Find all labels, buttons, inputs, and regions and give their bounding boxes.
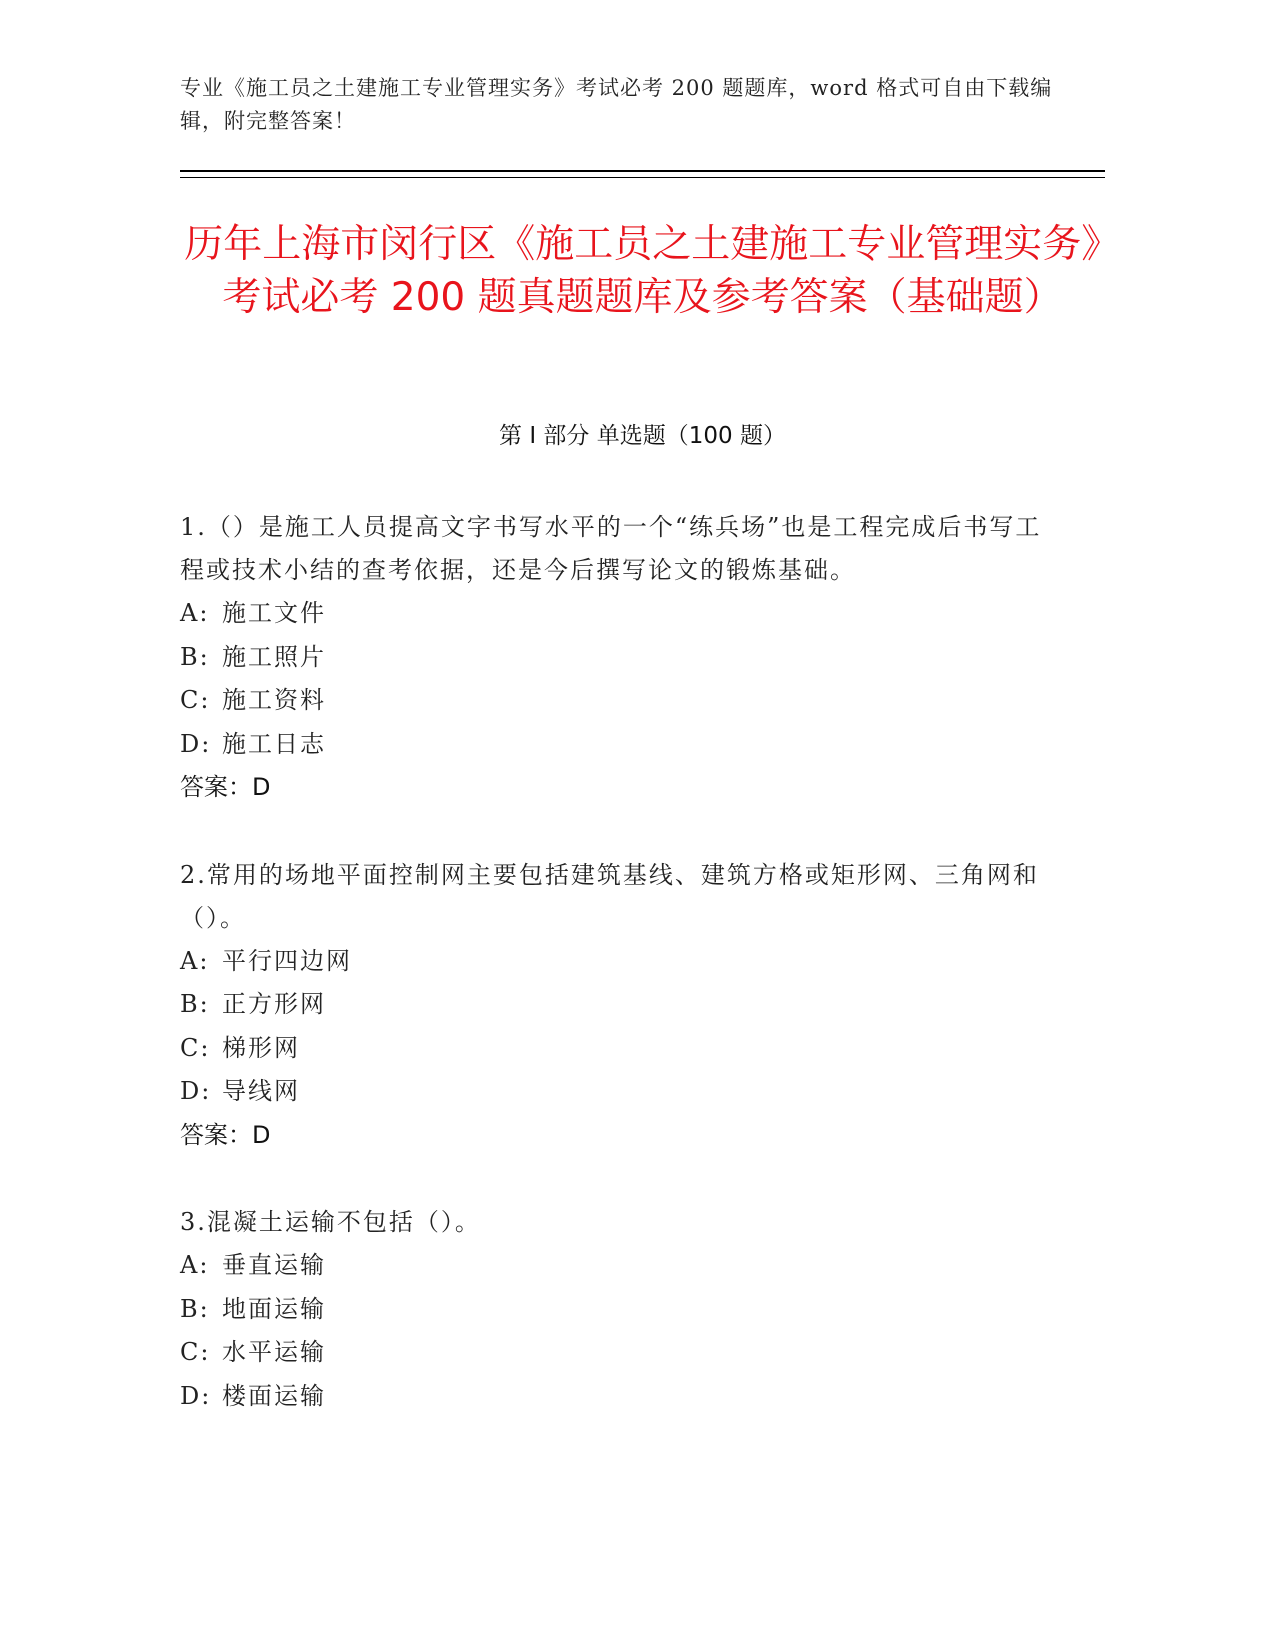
option-letter: A: — [180, 946, 210, 975]
option-letter: B: — [180, 1294, 210, 1323]
option-letter: C: — [180, 1338, 211, 1366]
option-text: 地面运输 — [222, 1294, 326, 1323]
option-b — [180, 1288, 1060, 1332]
option-b — [180, 983, 1060, 1027]
option-text: 楼面运输 — [222, 1381, 326, 1410]
option-letter: D: — [180, 729, 212, 758]
header-divider-thick — [180, 170, 1105, 172]
option-a — [180, 592, 1060, 636]
answer-line: 答案：D — [180, 1120, 271, 1149]
question-stem: 2.常用的场地平面控制网主要包括建筑基线、建筑方格或矩形网、三角网和（）。 — [180, 860, 1039, 932]
option-text: 导线网 — [222, 1077, 300, 1105]
option-d — [180, 723, 1060, 767]
question-stem: 1.（）是施工人员提高文字书写水平的一个“练兵场”也是工程完成后书写工程或技术小结的查考依据，还是今后撰写论文的锻炼基础。 — [180, 513, 1042, 584]
question-1 — [180, 506, 1060, 810]
option-letter: C: — [180, 1033, 211, 1062]
option-letter: B: — [180, 990, 210, 1018]
option-d — [180, 1375, 1060, 1419]
option-text: 垂直运输 — [222, 1251, 326, 1279]
option-text: 施工照片 — [222, 642, 326, 671]
option-letter: D: — [180, 1077, 212, 1105]
option-letter: C: — [180, 686, 211, 714]
document-title: 历年上海市闵行区《施工员之土建施工专业管理实务》考试必考 200 题真题题库及参考答案（基础题） — [184, 222, 1101, 320]
answer-line: 答案：D — [180, 773, 271, 801]
option-a — [180, 940, 1060, 984]
header-divider-thin — [180, 177, 1105, 178]
question-3 — [180, 1201, 1060, 1418]
option-text: 施工文件 — [222, 599, 326, 627]
option-text: 施工日志 — [222, 729, 326, 758]
option-d — [180, 1070, 1060, 1114]
option-letter: A: — [180, 599, 210, 627]
option-letter: B: — [180, 642, 210, 671]
option-a — [180, 1244, 1060, 1288]
option-text: 水平运输 — [222, 1338, 326, 1366]
option-letter: D: — [180, 1381, 212, 1410]
option-c — [180, 1331, 1060, 1375]
section-title: 第 I 部分 单选题（100 题） — [499, 423, 786, 449]
header-note: 专业《施工员之土建施工专业管理实务》考试必考 200 题题库，word 格式可自由下载编辑，附完整答案！ — [180, 76, 1053, 133]
option-letter: A: — [180, 1251, 210, 1279]
option-text: 梯形网 — [222, 1033, 300, 1062]
option-text: 正方形网 — [222, 990, 326, 1018]
option-c — [180, 1027, 1060, 1071]
question-list — [180, 506, 1060, 1462]
option-text: 平行四边网 — [222, 946, 352, 975]
option-b — [180, 636, 1060, 680]
option-text: 施工资料 — [222, 686, 326, 714]
question-stem: 3.混凝土运输不包括（）。 — [180, 1208, 481, 1236]
question-2 — [180, 854, 1060, 1158]
option-c — [180, 679, 1060, 723]
